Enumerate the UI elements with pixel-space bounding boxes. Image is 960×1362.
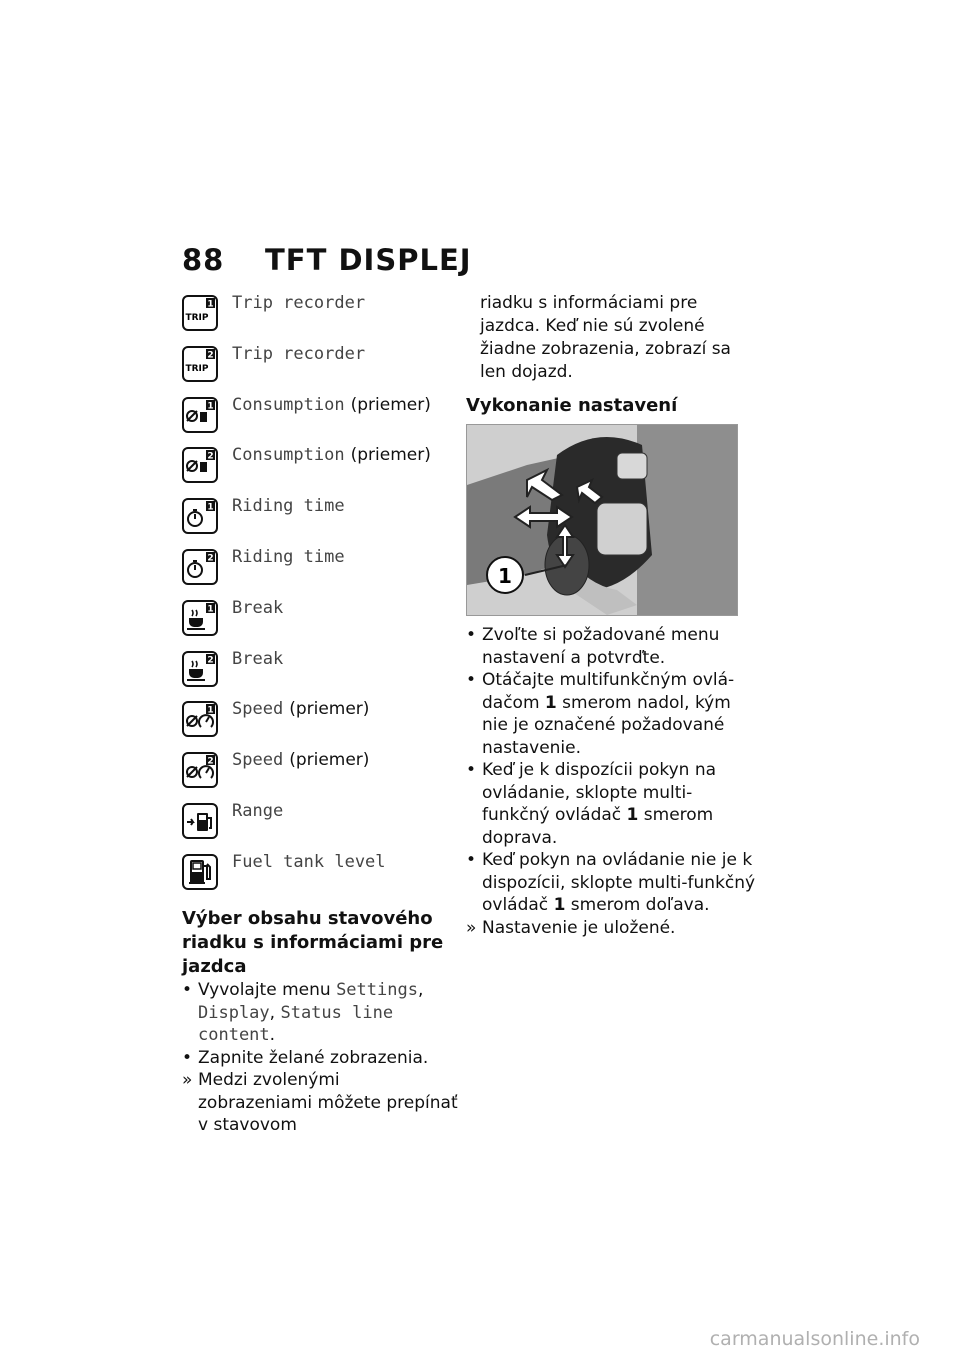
stopwatch-1-icon (182, 498, 218, 534)
speed-1-icon (182, 701, 218, 737)
list-item (466, 624, 756, 669)
list-item (466, 669, 756, 759)
option-qualifier: (priemer) (350, 445, 431, 466)
page-header (182, 243, 472, 283)
option-qualifier: (priemer) (289, 699, 370, 720)
bullet-marker: • (466, 670, 477, 690)
menu-path-display: Display (198, 1002, 270, 1023)
list-item (182, 1069, 458, 1137)
controller-reference: 1 (553, 895, 566, 915)
coffee-cup-1-icon (182, 600, 218, 636)
bullet-marker: • (466, 760, 477, 780)
option-label: Consumption (232, 394, 345, 415)
separator: . (269, 1025, 276, 1045)
fuel-pump-icon (182, 854, 218, 890)
speed-2-icon (182, 752, 218, 788)
instruction-list (466, 624, 756, 939)
option-label: Fuel tank level (232, 851, 386, 872)
page-title: TFT DISPLEJ (265, 243, 472, 277)
stopwatch-2-icon (182, 549, 218, 585)
bullet-marker: • (182, 980, 193, 1000)
instruction-list (182, 979, 458, 1137)
list-item (182, 394, 452, 445)
option-label: Trip recorder (232, 343, 366, 364)
option-label: Break (232, 648, 284, 669)
list-item (466, 849, 756, 917)
option-label: Break (232, 597, 284, 618)
svg-text:1: 1 (207, 604, 214, 615)
instruction-text: smerom doľava. (565, 895, 710, 915)
bullet-marker: • (182, 1047, 193, 1068)
option-label: Consumption (232, 445, 345, 466)
list-item (182, 495, 452, 546)
svg-text:2: 2 (207, 553, 214, 564)
result-marker: » (466, 917, 477, 938)
continued-paragraph: riadku s informáciami pre jazdca. Keď nie sú zvolené žiadne zobrazenia, zobrazí sa len dojazd. (480, 293, 731, 382)
svg-text:1: 1 (207, 401, 214, 412)
consumption-2-icon (182, 447, 218, 483)
bullet-marker: • (466, 625, 477, 645)
option-qualifier: (priemer) (289, 750, 370, 771)
menu-path-settings: Settings (336, 980, 418, 1000)
list-item (182, 800, 452, 851)
instruction-text: Vyvolajte menu (198, 980, 331, 1000)
section-heading: Výber obsahu stavového riadku s informáciami pre jazdca (182, 908, 444, 977)
list-item (182, 597, 452, 648)
svg-text:2: 2 (207, 350, 214, 361)
figure-callout: 1 (498, 564, 512, 588)
page-number: 88 (182, 243, 225, 277)
svg-text:2: 2 (207, 655, 214, 666)
instruction-text: smerom doprava. (482, 805, 714, 848)
list-item (182, 292, 452, 343)
list-item (182, 648, 452, 699)
option-qualifier: (priemer) (350, 394, 431, 415)
instruction-text: Keď pokyn na ovládanie nie je k dispozícii, sklopte multi-funkčný ovládač (482, 850, 756, 915)
range-icon (182, 803, 218, 839)
svg-text:TRIP: TRIP (185, 313, 209, 323)
select-status-line-section (182, 907, 458, 1137)
result-marker: » (182, 1070, 193, 1090)
list-item (182, 444, 452, 495)
option-label: Speed (232, 750, 284, 771)
bullet-marker: • (466, 850, 477, 870)
menu-path-status-line-content: Status line content (198, 1002, 394, 1045)
svg-text:1: 1 (207, 705, 214, 716)
section-heading: Vykonanie nastavení (466, 395, 678, 416)
svg-text:1: 1 (207, 502, 214, 513)
list-item (466, 759, 756, 849)
controller-reference: 1 (544, 692, 557, 713)
svg-text:2: 2 (207, 756, 214, 767)
controller-reference: 1 (626, 805, 639, 825)
list-item (466, 917, 756, 940)
list-item (182, 851, 452, 902)
svg-text:2: 2 (207, 451, 214, 462)
result-text: Medzi zvolenými zobrazeniami môžete prepínať v stavovom (198, 1070, 458, 1135)
list-item (182, 546, 452, 597)
list-item (182, 979, 458, 1047)
status-line-options-list (182, 292, 452, 902)
watermark: carmanualsonline.info (709, 1328, 920, 1350)
svg-text:TRIP: TRIP (185, 363, 209, 374)
trip-1-icon (182, 295, 218, 331)
instruction-text: smerom nadol, kým nie je označené požadované nastavenie. (482, 692, 731, 758)
list-item (182, 343, 452, 394)
instruction-text: Otáčajte multifunkčným ovlá-dačom (482, 670, 735, 713)
consumption-1-icon (182, 397, 218, 433)
option-label: Trip recorder (232, 293, 366, 313)
coffee-cup-2-icon (182, 651, 218, 687)
result-text: Nastavenie je uložené. (482, 917, 676, 938)
list-item (182, 1047, 458, 1070)
option-label: Range (232, 800, 284, 821)
multi-controller-figure (466, 424, 738, 616)
trip-2-icon (182, 346, 218, 382)
svg-text:1: 1 (207, 299, 214, 310)
option-label: Speed (232, 699, 284, 720)
option-label: Riding time (232, 546, 345, 567)
instruction-text: Keď je k dispozícii pokyn na ovládanie, sklopte multi-funkčný ovládač (482, 760, 717, 825)
separator: , (269, 1002, 276, 1023)
option-label: Riding time (232, 496, 345, 517)
instruction-text: Zapnite želané zobrazenia. (198, 1047, 429, 1068)
separator: , (417, 980, 424, 1000)
right-column (466, 292, 756, 939)
list-item (182, 698, 452, 749)
instruction-text: Zvoľte si požadované menu nastavení a potvrďte. (482, 625, 720, 668)
list-item (182, 749, 452, 800)
